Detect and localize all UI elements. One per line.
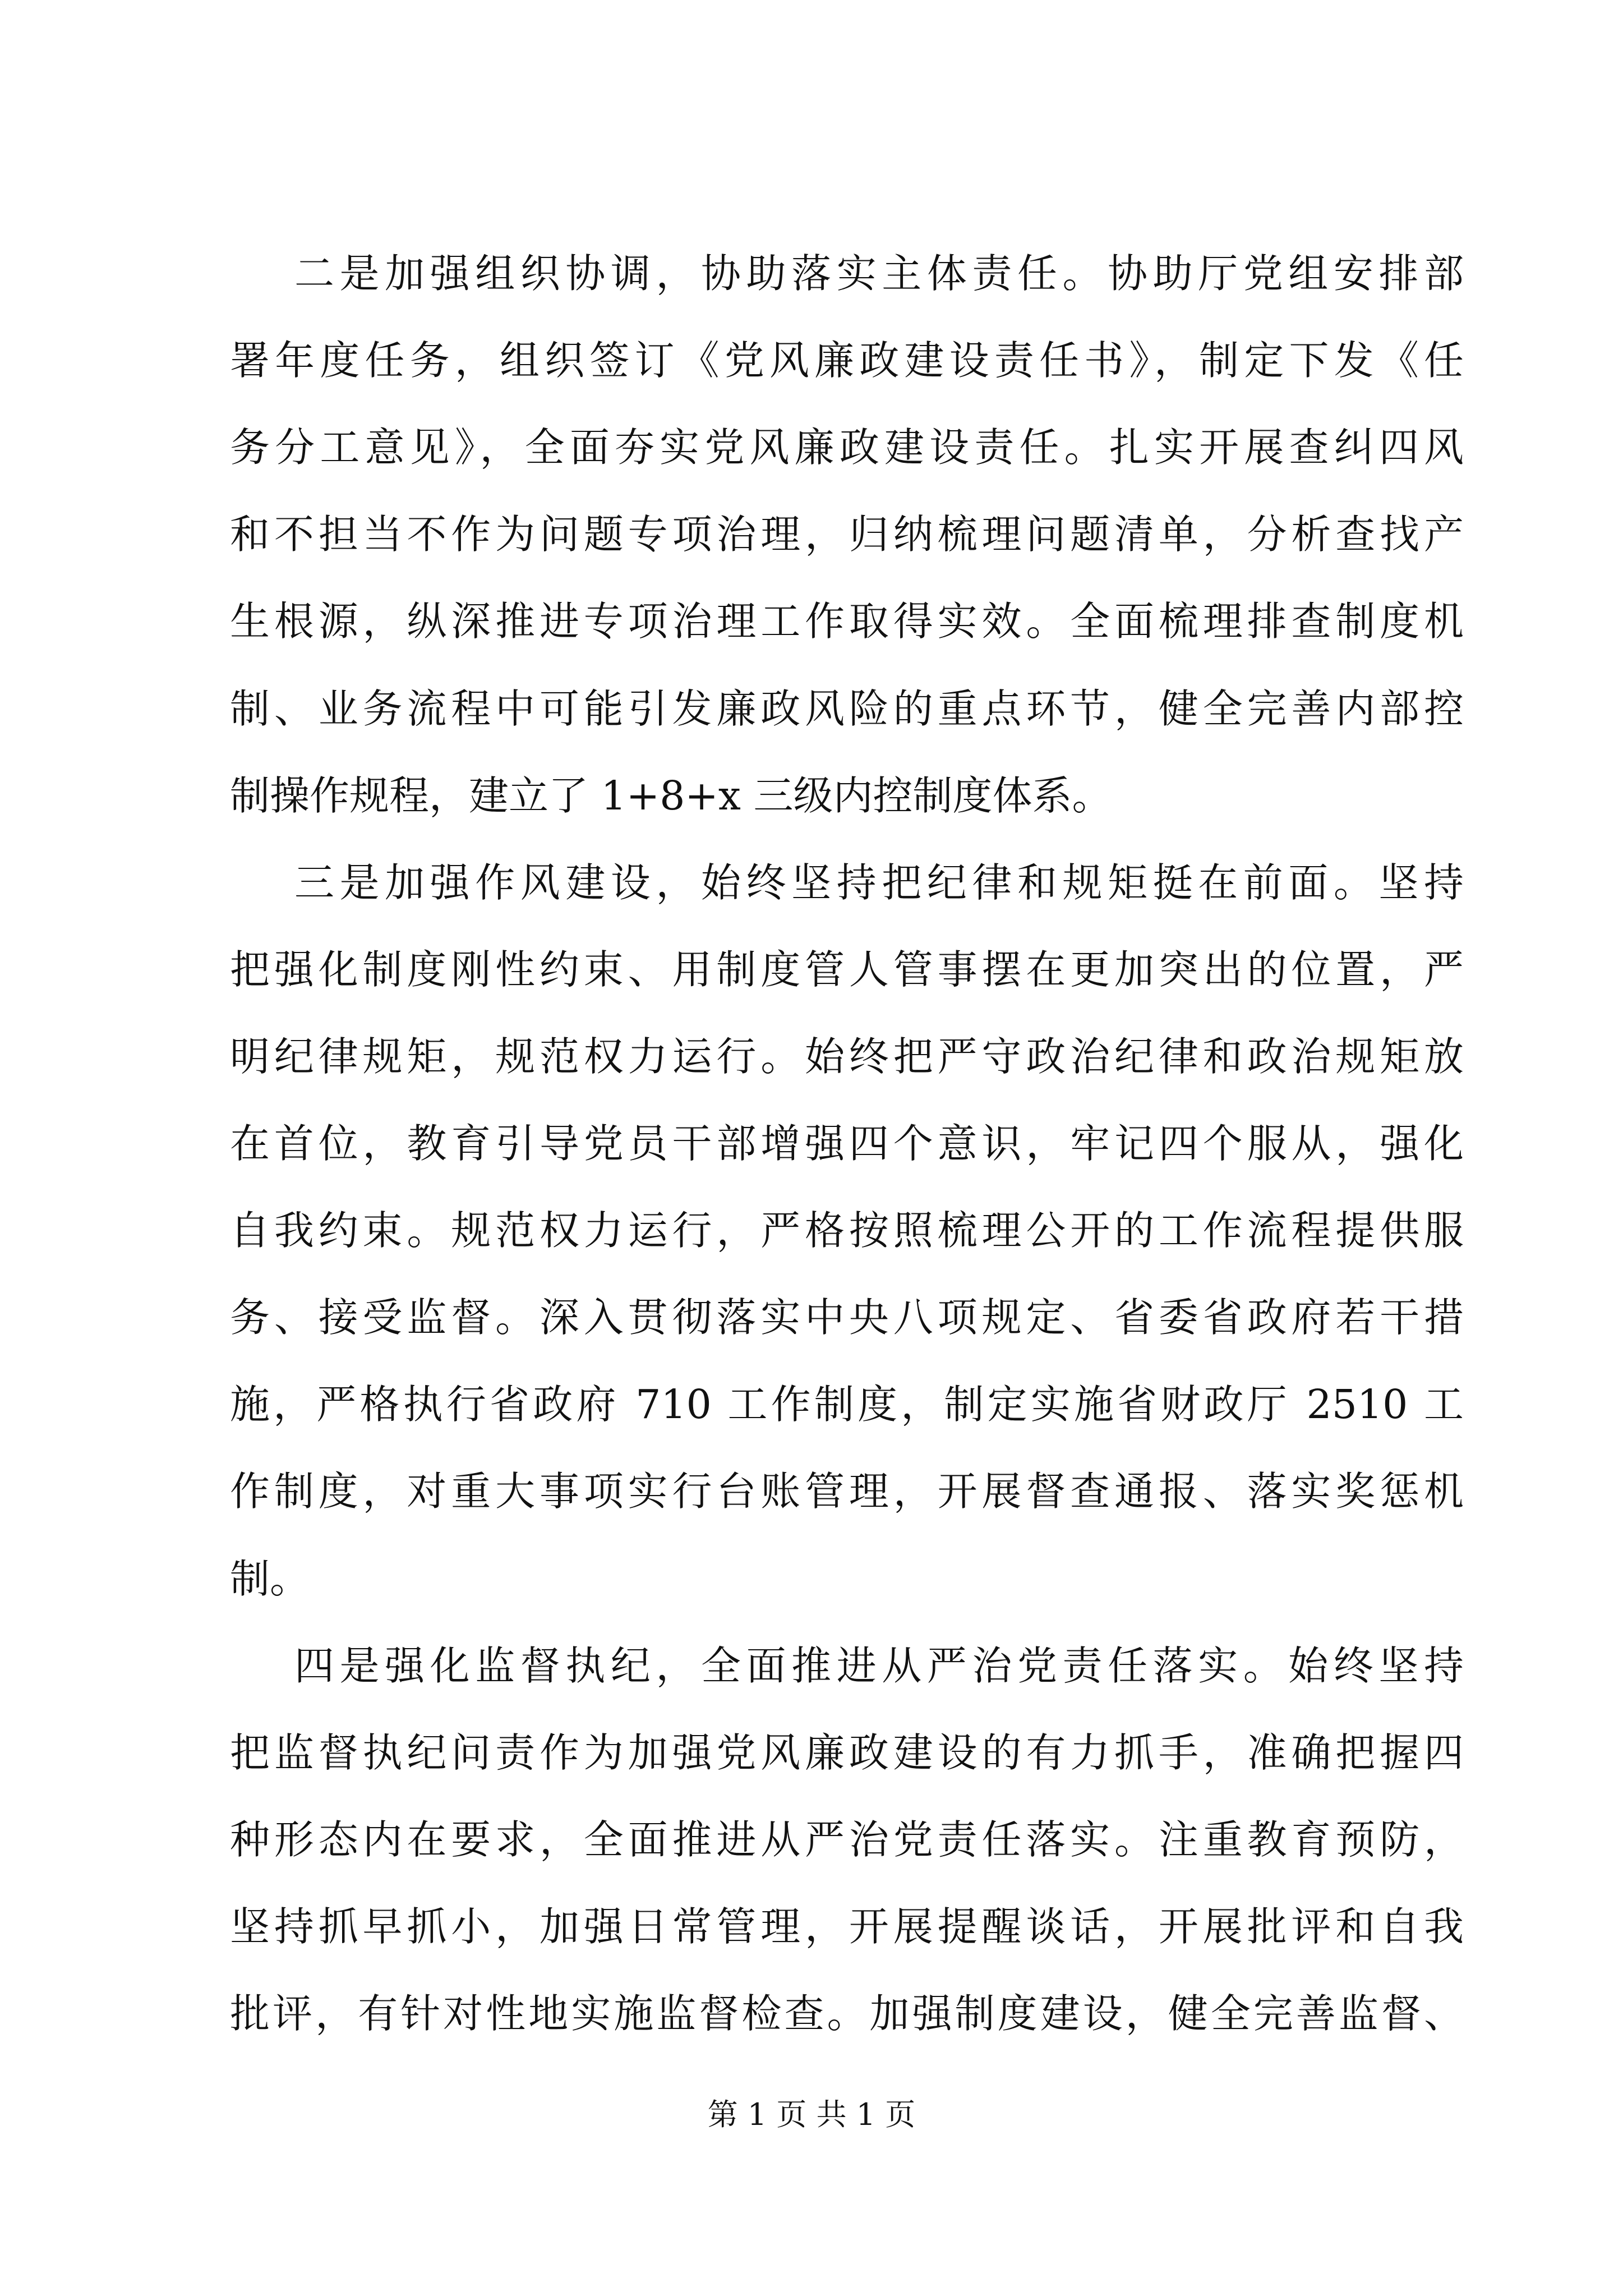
paragraph-2-line-8: 作制度，对重大事项实行台账管理，开展督查通报、落实奖惩机 xyxy=(230,1468,1464,1515)
paragraph-1-line-2: 署年度任务，组织签订《党风廉政建设责任书》，制定下发《任 xyxy=(230,337,1464,384)
paragraph-2-line-2: 把强化制度刚性约束、用制度管人管事摆在更加突出的位置，严 xyxy=(230,946,1464,993)
paragraph-1-line-6: 制、业务流程中可能引发廉政风险的重点环节，健全完善内部控 xyxy=(230,685,1464,732)
paragraph-3-line-4: 坚持抓早抓小，加强日常管理，开展提醒谈话，开展批评和自我 xyxy=(230,1903,1464,1950)
paragraph-1-line-3: 务分工意见》，全面夯实党风廉政建设责任。扎实开展查纠四风 xyxy=(230,424,1464,471)
paragraph-3-line-5: 批评，有针对性地实施监督检查。加强制度建设，健全完善监督、 xyxy=(230,1990,1464,2037)
paragraph-1-line-1: 二是加强组织协调，协助落实主体责任。协助厅党组安排部 xyxy=(294,250,1464,297)
paragraph-3-line-3: 种形态内在要求，全面推进从严治党责任落实。注重教育预防， xyxy=(230,1816,1464,1863)
paragraph-2-line-3: 明纪律规矩，规范权力运行。始终把严守政治纪律和政治规矩放 xyxy=(230,1033,1464,1080)
paragraph-2-line-9: 制。 xyxy=(230,1556,310,1602)
paragraph-1-line-7: 制操作规程，建立了 1+8+x 三级内控制度体系。 xyxy=(230,772,1112,819)
page-footer: 第 1 页 共 1 页 xyxy=(707,2097,916,2132)
paragraph-1-line-4: 和不担当不作为问题专项治理，归纳梳理问题清单，分析查找产 xyxy=(230,511,1464,558)
paragraph-2-line-5: 自我约束。规范权力运行，严格按照梳理公开的工作流程提供服 xyxy=(230,1207,1464,1254)
paragraph-2-line-1: 三是加强作风建设，始终坚持把纪律和规矩挺在前面。坚持 xyxy=(294,859,1464,906)
paragraph-3-line-1: 四是强化监督执纪，全面推进从严治党责任落实。始终坚持 xyxy=(294,1642,1464,1689)
paragraph-1-line-5: 生根源，纵深推进专项治理工作取得实效。全面梳理排查制度机 xyxy=(230,598,1464,645)
paragraph-2-line-6: 务、接受监督。深入贯彻落实中央八项规定、省委省政府若干措 xyxy=(230,1294,1464,1341)
paragraph-2-line-4: 在首位，教育引导党员干部增强四个意识，牢记四个服从，强化 xyxy=(230,1120,1464,1167)
paragraph-3-line-2: 把监督执纪问责作为加强党风廉政建设的有力抓手，准确把握四 xyxy=(230,1729,1464,1776)
paragraph-2-line-7: 施，严格执行省政府 710 工作制度，制定实施省财政厅 2510 工 xyxy=(230,1381,1464,1428)
